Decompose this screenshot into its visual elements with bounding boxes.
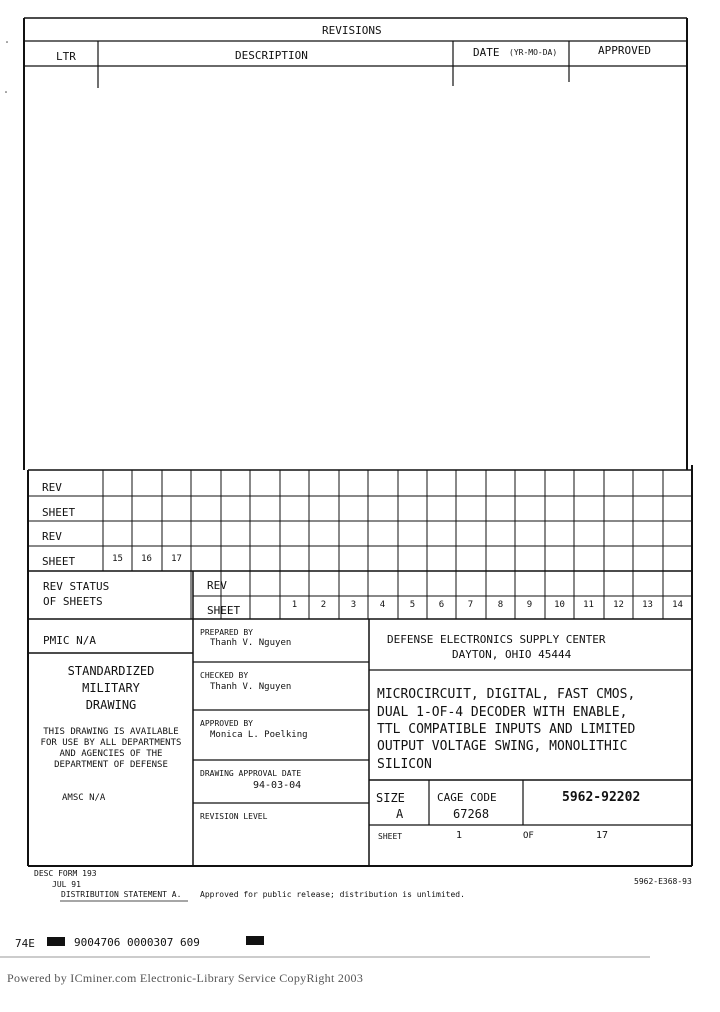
availability-line: DEPARTMENT OF DEFENSE: [54, 760, 168, 770]
distribution-text: Approved for public release; distribution is unlimited.: [200, 890, 465, 899]
amsc-label: AMSC N/A: [62, 793, 106, 803]
barcode-mark: [47, 937, 65, 946]
of-value: 17: [596, 830, 609, 841]
sheet-number: 2: [320, 600, 327, 610]
status-rev-label: REV: [207, 579, 227, 592]
agency-line2: DAYTON, OHIO 45444: [452, 648, 572, 661]
title-line3: TTL COMPATIBLE INPUTS AND LIMITED: [377, 722, 636, 737]
cage-code-value: 67268: [453, 807, 490, 821]
col-approved: APPROVED: [598, 44, 651, 57]
availability-line: THIS DRAWING IS AVAILABLE: [43, 727, 179, 737]
title-line2: DUAL 1-OF-4 DECODER WITH ENABLE,: [377, 705, 628, 720]
standardized-line1: STANDARDIZED: [67, 664, 155, 678]
pmic-label: PMIC N/A: [43, 634, 96, 647]
grid-sheet-label: SHEET: [42, 506, 76, 519]
prepared-name: Thanh V. Nguyen: [210, 638, 292, 648]
sheet-number: 5: [409, 600, 416, 610]
col-ltr: LTR: [56, 50, 76, 63]
agency-line1: DEFENSE ELECTRONICS SUPPLY CENTER: [387, 633, 606, 646]
title-line1: MICROCIRCUIT, DIGITAL, FAST CMOS,: [377, 687, 636, 702]
approved-name: Monica L. Poelking: [210, 730, 308, 740]
grid-rev-label: REV: [42, 481, 62, 494]
sheet-number: 15: [112, 554, 123, 564]
col-date: DATE: [473, 46, 500, 59]
of-sheets-label: OF SHEETS: [43, 595, 103, 608]
sheet-number: 17: [171, 554, 182, 564]
sheet-number: 7: [467, 600, 474, 610]
checked-name: Thanh V. Nguyen: [210, 682, 292, 692]
of-label: OF: [523, 831, 534, 841]
revision-level-label: REVISION LEVEL: [200, 812, 268, 821]
checked-label: CHECKED BY: [200, 671, 249, 680]
col-description: DESCRIPTION: [235, 49, 308, 62]
status-sheet-label: SHEET: [207, 604, 241, 617]
sheet-number: 12: [613, 600, 624, 610]
size-label: SIZE: [376, 791, 405, 805]
revisions-title: REVISIONS: [322, 24, 382, 37]
col-date-format: (YR-MO-DA): [509, 48, 558, 57]
sheet-number: 3: [350, 600, 357, 610]
prepared-label: PREPARED BY: [200, 628, 253, 637]
sheet-number: 9: [526, 600, 533, 610]
sheet-number: 4: [379, 600, 386, 610]
grid-sheet-label: SHEET: [42, 555, 76, 568]
sheet-value: 1: [456, 830, 463, 841]
barcode-digits: 9004706 0000307 609: [74, 936, 200, 949]
rev-status-label: REV STATUS: [43, 580, 110, 593]
sheet-number: 13: [642, 600, 653, 610]
sheet-number: 6: [438, 600, 445, 610]
sheet-number: 16: [141, 554, 152, 564]
barcode-mark: [246, 936, 264, 945]
standardized-line2: MILITARY: [82, 681, 140, 695]
barcode-prefix: 74E: [15, 937, 35, 950]
distribution-label: DISTRIBUTION STATEMENT A.: [61, 890, 182, 899]
title-line5: SILICON: [377, 757, 432, 772]
grid-rev-label: REV: [42, 530, 62, 543]
title-line4: OUTPUT VOLTAGE SWING, MONOLITHIC: [377, 739, 628, 754]
sheet-number: 1: [291, 600, 298, 610]
sheet-number: 11: [583, 600, 594, 610]
approval-date: 94-03-04: [253, 780, 302, 791]
sheet-number: 10: [554, 600, 565, 610]
sheet-label: SHEET: [378, 832, 403, 841]
cage-code-label: CAGE CODE: [437, 791, 497, 804]
approved-label: APPROVED BY: [200, 719, 253, 728]
availability-line: AND AGENCIES OF THE: [59, 749, 163, 759]
availability-line: FOR USE BY ALL DEPARTMENTS: [40, 738, 182, 748]
standardized-line3: DRAWING: [85, 698, 137, 712]
form-code: 5962-E368-93: [634, 877, 692, 886]
sheet-number: 14: [672, 600, 683, 610]
drawing-number: 5962-92202: [562, 790, 641, 805]
form-number: DESC FORM 193: [34, 869, 97, 878]
sheet-number: 8: [497, 600, 504, 610]
form-date: JUL 91: [52, 880, 81, 889]
size-value: A: [396, 807, 404, 821]
approval-date-label: DRAWING APPROVAL DATE: [200, 769, 302, 778]
powered-by: Powered by ICminer.com Electronic-Library Service CopyRight 2003: [7, 971, 364, 985]
